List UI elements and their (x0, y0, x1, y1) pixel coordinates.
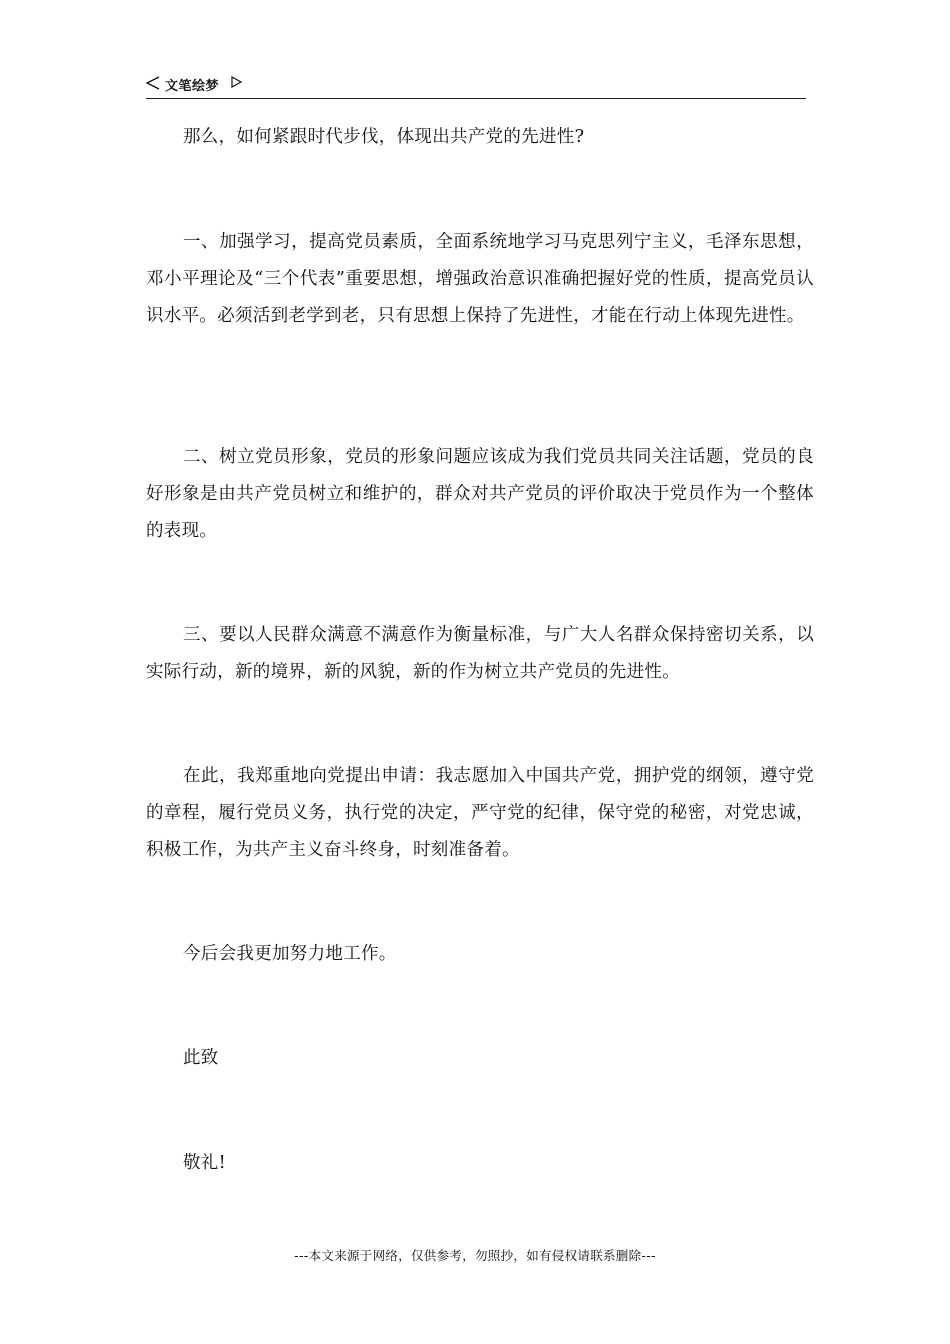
paragraph-point-one: 一、加强学习，提高党员素质，全面系统地学习马克思列宁主义，毛泽东思想，邓小平理论及“三个代表”重要思想，增强政治意识准确把握好党的性质，提高党员认识水平。必须活到老学到老，只有思想上保持了先进性，才能在行动上体现先进性。 (146, 232, 814, 326)
right-triangle-icon (231, 76, 242, 88)
closing-salutation: 此致 (183, 1048, 219, 1068)
closing-respect: 敬礼! (183, 1153, 226, 1173)
header-title: 文笔绘梦 (165, 79, 220, 94)
paragraph-commitment: 今后会我更加努力地工作。 (183, 944, 397, 964)
paragraph-point-two: 二、树立党员形象，党员的形象问题应该成为我们党员共同关注话题，党员的良好形象是由共产党员树立和维护的，群众对共产党员的评价取决于党员作为一个整体的表现。 (146, 447, 814, 541)
page-header (146, 72, 806, 99)
paragraph-application: 在此，我郑重地向党提出申请：我志愿加入中国共产党，拥护党的纲领，遵守党的章程，履行党员义务，执行党的决定，严守党的纪律，保守党的秘密，对党忠诚，积极工作，为共产主义奋斗终身，时刻准备着。 (146, 766, 814, 860)
left-triangle-icon (146, 76, 160, 90)
source-disclaimer-footer: ---本文来源于网络，仅供参考，勿照抄，如有侵权请联系删除--- (294, 1248, 656, 1263)
paragraph-question: 那么，如何紧跟时代步伐，体现出共产党的先进性? (183, 127, 585, 147)
paragraph-point-three: 三、要以人民群众满意不满意作为衡量标准，与广大人名群众保持密切关系，以实际行动，新的境界，新的风貌，新的作为树立共产党员的先进性。 (146, 625, 814, 682)
